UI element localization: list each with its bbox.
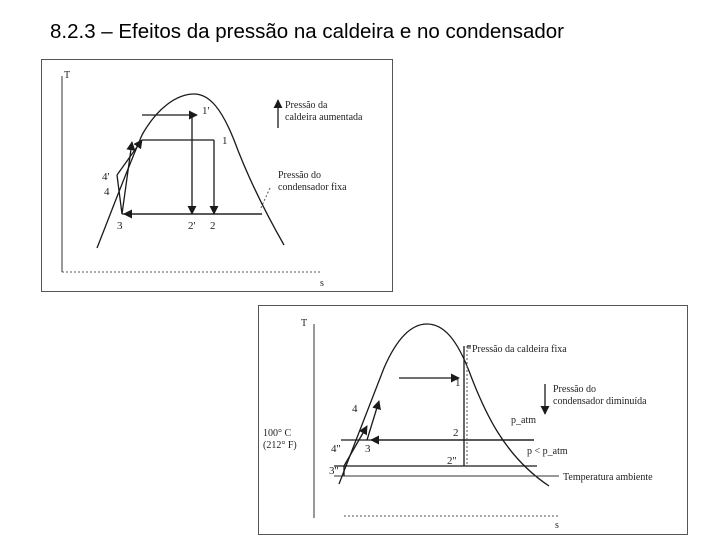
note-cond-1: Pressão do [278, 170, 322, 181]
label-p-lt-patm: p < p_atm [527, 446, 568, 457]
point-4-2: 4 [352, 403, 358, 415]
point-2: 2 [210, 220, 216, 232]
point-3pp: 3'' [329, 465, 339, 477]
point-1-2: 1 [455, 377, 461, 389]
temp-212f: (212° F) [263, 440, 297, 451]
note-cond-2-2: condensador diminuída [553, 396, 647, 407]
label-patm: p_atm [511, 415, 536, 426]
note-boiler-1: Pressão da [285, 100, 328, 111]
diagram-condenser-pressure [258, 305, 688, 535]
point-1p: 1' [202, 105, 210, 117]
heating-line-4pp [344, 426, 367, 466]
point-3: 3 [117, 220, 123, 232]
ts-diagram-2 [259, 306, 687, 534]
point-3-2: 3 [365, 443, 371, 455]
point-4p: 4' [102, 171, 110, 183]
pump-line-4p [122, 142, 132, 214]
note-boiler-2: caldeira aumentada [285, 112, 363, 123]
diagram-boiler-pressure [41, 59, 393, 292]
ts-diagram-1 [42, 60, 392, 291]
heating-line-4 [117, 140, 142, 175]
label-ambient: Temperatura ambiente [563, 472, 653, 483]
point-2pp: 2'' [447, 455, 457, 467]
temp-100c: 100° C [263, 428, 292, 439]
point-2-2: 2 [453, 427, 459, 439]
point-4pp: 4'' [331, 443, 341, 455]
axis-s-label: s [320, 278, 324, 289]
page-title: 8.2.3 – Efeitos da pressão na caldeira e no condensador [50, 20, 564, 43]
axis-t-label: T [64, 70, 71, 81]
condenser-leader [260, 188, 270, 210]
axis-t-label-2: T [301, 318, 308, 329]
note-cond-2: condensador fixa [278, 182, 347, 193]
point-2p: 2' [188, 220, 196, 232]
axis-s-label-2: s [555, 520, 559, 531]
note-boiler-fixed: Pressão da caldeira fixa [472, 344, 567, 355]
point-4: 4 [104, 186, 110, 198]
note-cond-1-2: Pressão do [553, 384, 597, 395]
point-1: 1 [222, 135, 228, 147]
